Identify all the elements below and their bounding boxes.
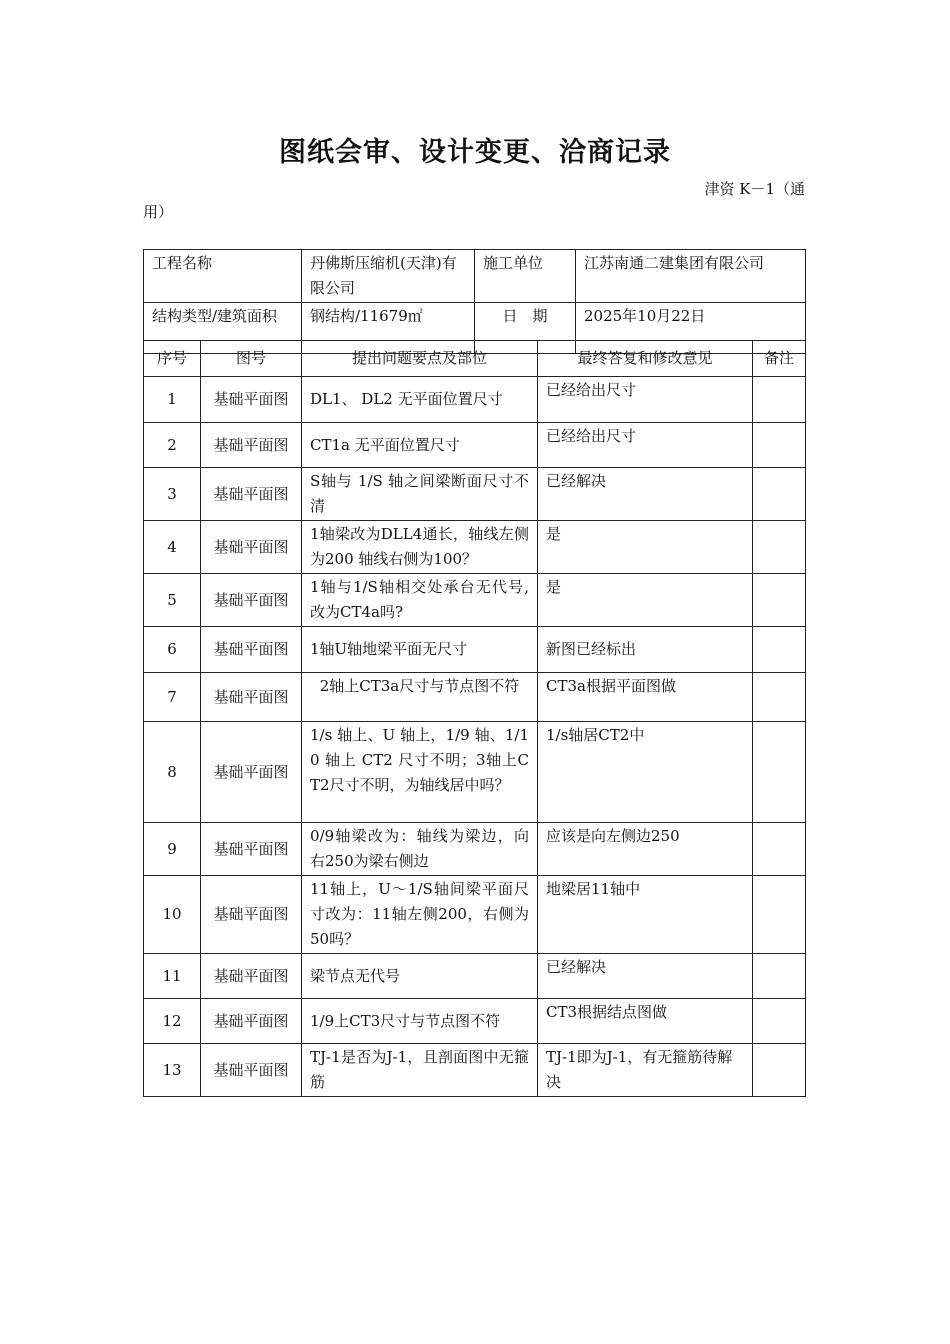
row-no: 12 — [144, 999, 201, 1044]
date-label: 日 期 — [475, 303, 576, 354]
row-drawing: 基础平面图 — [201, 876, 302, 954]
project-name-label: 工程名称 — [144, 250, 302, 303]
table-row — [144, 999, 806, 1044]
row-answer: 已经给出尺寸 — [538, 423, 753, 468]
date-value: 2025年10月22日 — [576, 303, 806, 354]
row-no: 4 — [144, 521, 201, 574]
contractor-value: 江苏南通二建集团有限公司 — [576, 250, 806, 303]
row-answer: 已经给出尺寸 — [538, 377, 753, 423]
row-remark — [753, 468, 806, 521]
row-issue: CT1a 无平面位置尺寸 — [302, 423, 538, 468]
row-drawing: 基础平面图 — [201, 521, 302, 574]
row-no: 13 — [144, 1044, 201, 1097]
row-remark — [753, 673, 806, 722]
table-row — [144, 377, 806, 423]
project-info-table — [143, 249, 806, 354]
row-remark — [753, 377, 806, 423]
row-no: 10 — [144, 876, 201, 954]
row-remark — [753, 423, 806, 468]
row-drawing: 基础平面图 — [201, 954, 302, 999]
row-answer: 是 — [538, 574, 753, 627]
table-row — [144, 627, 806, 673]
form-code: 津资 K－1（通 — [704, 180, 805, 198]
row-remark — [753, 999, 806, 1044]
row-no: 11 — [144, 954, 201, 999]
row-drawing: 基础平面图 — [201, 423, 302, 468]
table-row — [144, 1044, 806, 1097]
row-issue: 11轴上，U～1/S轴间梁平面尺寸改为：11轴左侧200，右侧为50吗？ — [302, 876, 538, 954]
table-row — [144, 574, 806, 627]
row-answer: 已经解决 — [538, 468, 753, 521]
row-drawing: 基础平面图 — [201, 823, 302, 876]
row-issue: 2轴上CT3a尺寸与节点图不符 — [302, 673, 538, 722]
header-issue: 提出问题要点及部位 — [302, 341, 538, 377]
row-remark — [753, 521, 806, 574]
row-drawing: 基础平面图 — [201, 468, 302, 521]
structure-value: 钢结构/11679㎡ — [302, 303, 475, 354]
table-row — [144, 876, 806, 954]
row-no: 7 — [144, 673, 201, 722]
row-drawing: 基础平面图 — [201, 574, 302, 627]
row-drawing: 基础平面图 — [201, 722, 302, 823]
table-row — [144, 521, 806, 574]
row-issue: 1轴U轴地梁平面无尺寸 — [302, 627, 538, 673]
row-answer: CT3a根据平面图做 — [538, 673, 753, 722]
row-answer: TJ-1即为J-1，有无箍筋待解决 — [538, 1044, 753, 1097]
row-answer: CT3根据结点图做 — [538, 999, 753, 1044]
row-no: 1 — [144, 377, 201, 423]
row-remark — [753, 1044, 806, 1097]
document-title: 图纸会审、设计变更、洽商记录 — [279, 137, 671, 168]
row-answer: 1/s轴居CT2中 — [538, 722, 753, 823]
row-remark — [753, 954, 806, 999]
row-remark — [753, 627, 806, 673]
form-code-continuation: 用） — [143, 203, 174, 221]
header-drawing: 图号 — [201, 341, 302, 377]
row-issue: 1/9上CT3尺寸与节点图不符 — [302, 999, 538, 1044]
row-issue: 1轴与1/S轴相交处承台无代号,改为CT4a吗? — [302, 574, 538, 627]
table-header-row — [144, 341, 806, 377]
row-issue: S轴与 1/S 轴之间梁断面尺寸不清 — [302, 468, 538, 521]
row-issue: 梁节点无代号 — [302, 954, 538, 999]
row-no: 5 — [144, 574, 201, 627]
table-row — [144, 423, 806, 468]
row-remark — [753, 574, 806, 627]
row-issue: 1/s 轴上、U 轴上，1/9 轴、1/10 轴上 CT2 尺寸不明；3轴上CT2尺寸不明，为轴线居中吗？ — [302, 722, 538, 823]
row-drawing: 基础平面图 — [201, 999, 302, 1044]
table-row — [144, 468, 806, 521]
row-drawing: 基础平面图 — [201, 627, 302, 673]
header-answer: 最终答复和修改意见 — [538, 341, 753, 377]
table-row — [144, 954, 806, 999]
row-issue: TJ-1是否为J-1，且剖面图中无箍筋 — [302, 1044, 538, 1097]
row-issue: DL1、 DL2 无平面位置尺寸 — [302, 377, 538, 423]
table-row — [144, 673, 806, 722]
row-answer: 已经解决 — [538, 954, 753, 999]
contractor-label: 施工单位 — [475, 250, 576, 303]
row-answer: 新图已经标出 — [538, 627, 753, 673]
row-no: 8 — [144, 722, 201, 823]
row-remark — [753, 823, 806, 876]
row-no: 3 — [144, 468, 201, 521]
table-row — [144, 823, 806, 876]
row-no: 6 — [144, 627, 201, 673]
row-remark — [753, 876, 806, 954]
row-answer: 应该是向左侧边250 — [538, 823, 753, 876]
row-issue: 1轴梁改为DLL4通长，轴线左侧为200 轴线右侧为100？ — [302, 521, 538, 574]
row-answer: 是 — [538, 521, 753, 574]
row-no: 9 — [144, 823, 201, 876]
row-drawing: 基础平面图 — [201, 673, 302, 722]
header-remark: 备注 — [753, 341, 806, 377]
row-remark — [753, 722, 806, 823]
structure-label: 结构类型/建筑面积 — [144, 303, 302, 354]
review-records-table — [143, 340, 806, 1097]
header-no: 序号 — [144, 341, 201, 377]
row-issue: 0/9轴梁改为：轴线为梁边，向右250为梁右侧边 — [302, 823, 538, 876]
row-no: 2 — [144, 423, 201, 468]
project-name-value: 丹佛斯压缩机(天津)有限公司 — [302, 250, 475, 303]
info-row-project — [144, 250, 806, 303]
row-answer: 地梁居11轴中 — [538, 876, 753, 954]
row-drawing: 基础平面图 — [201, 377, 302, 423]
table-row — [144, 722, 806, 823]
row-drawing: 基础平面图 — [201, 1044, 302, 1097]
